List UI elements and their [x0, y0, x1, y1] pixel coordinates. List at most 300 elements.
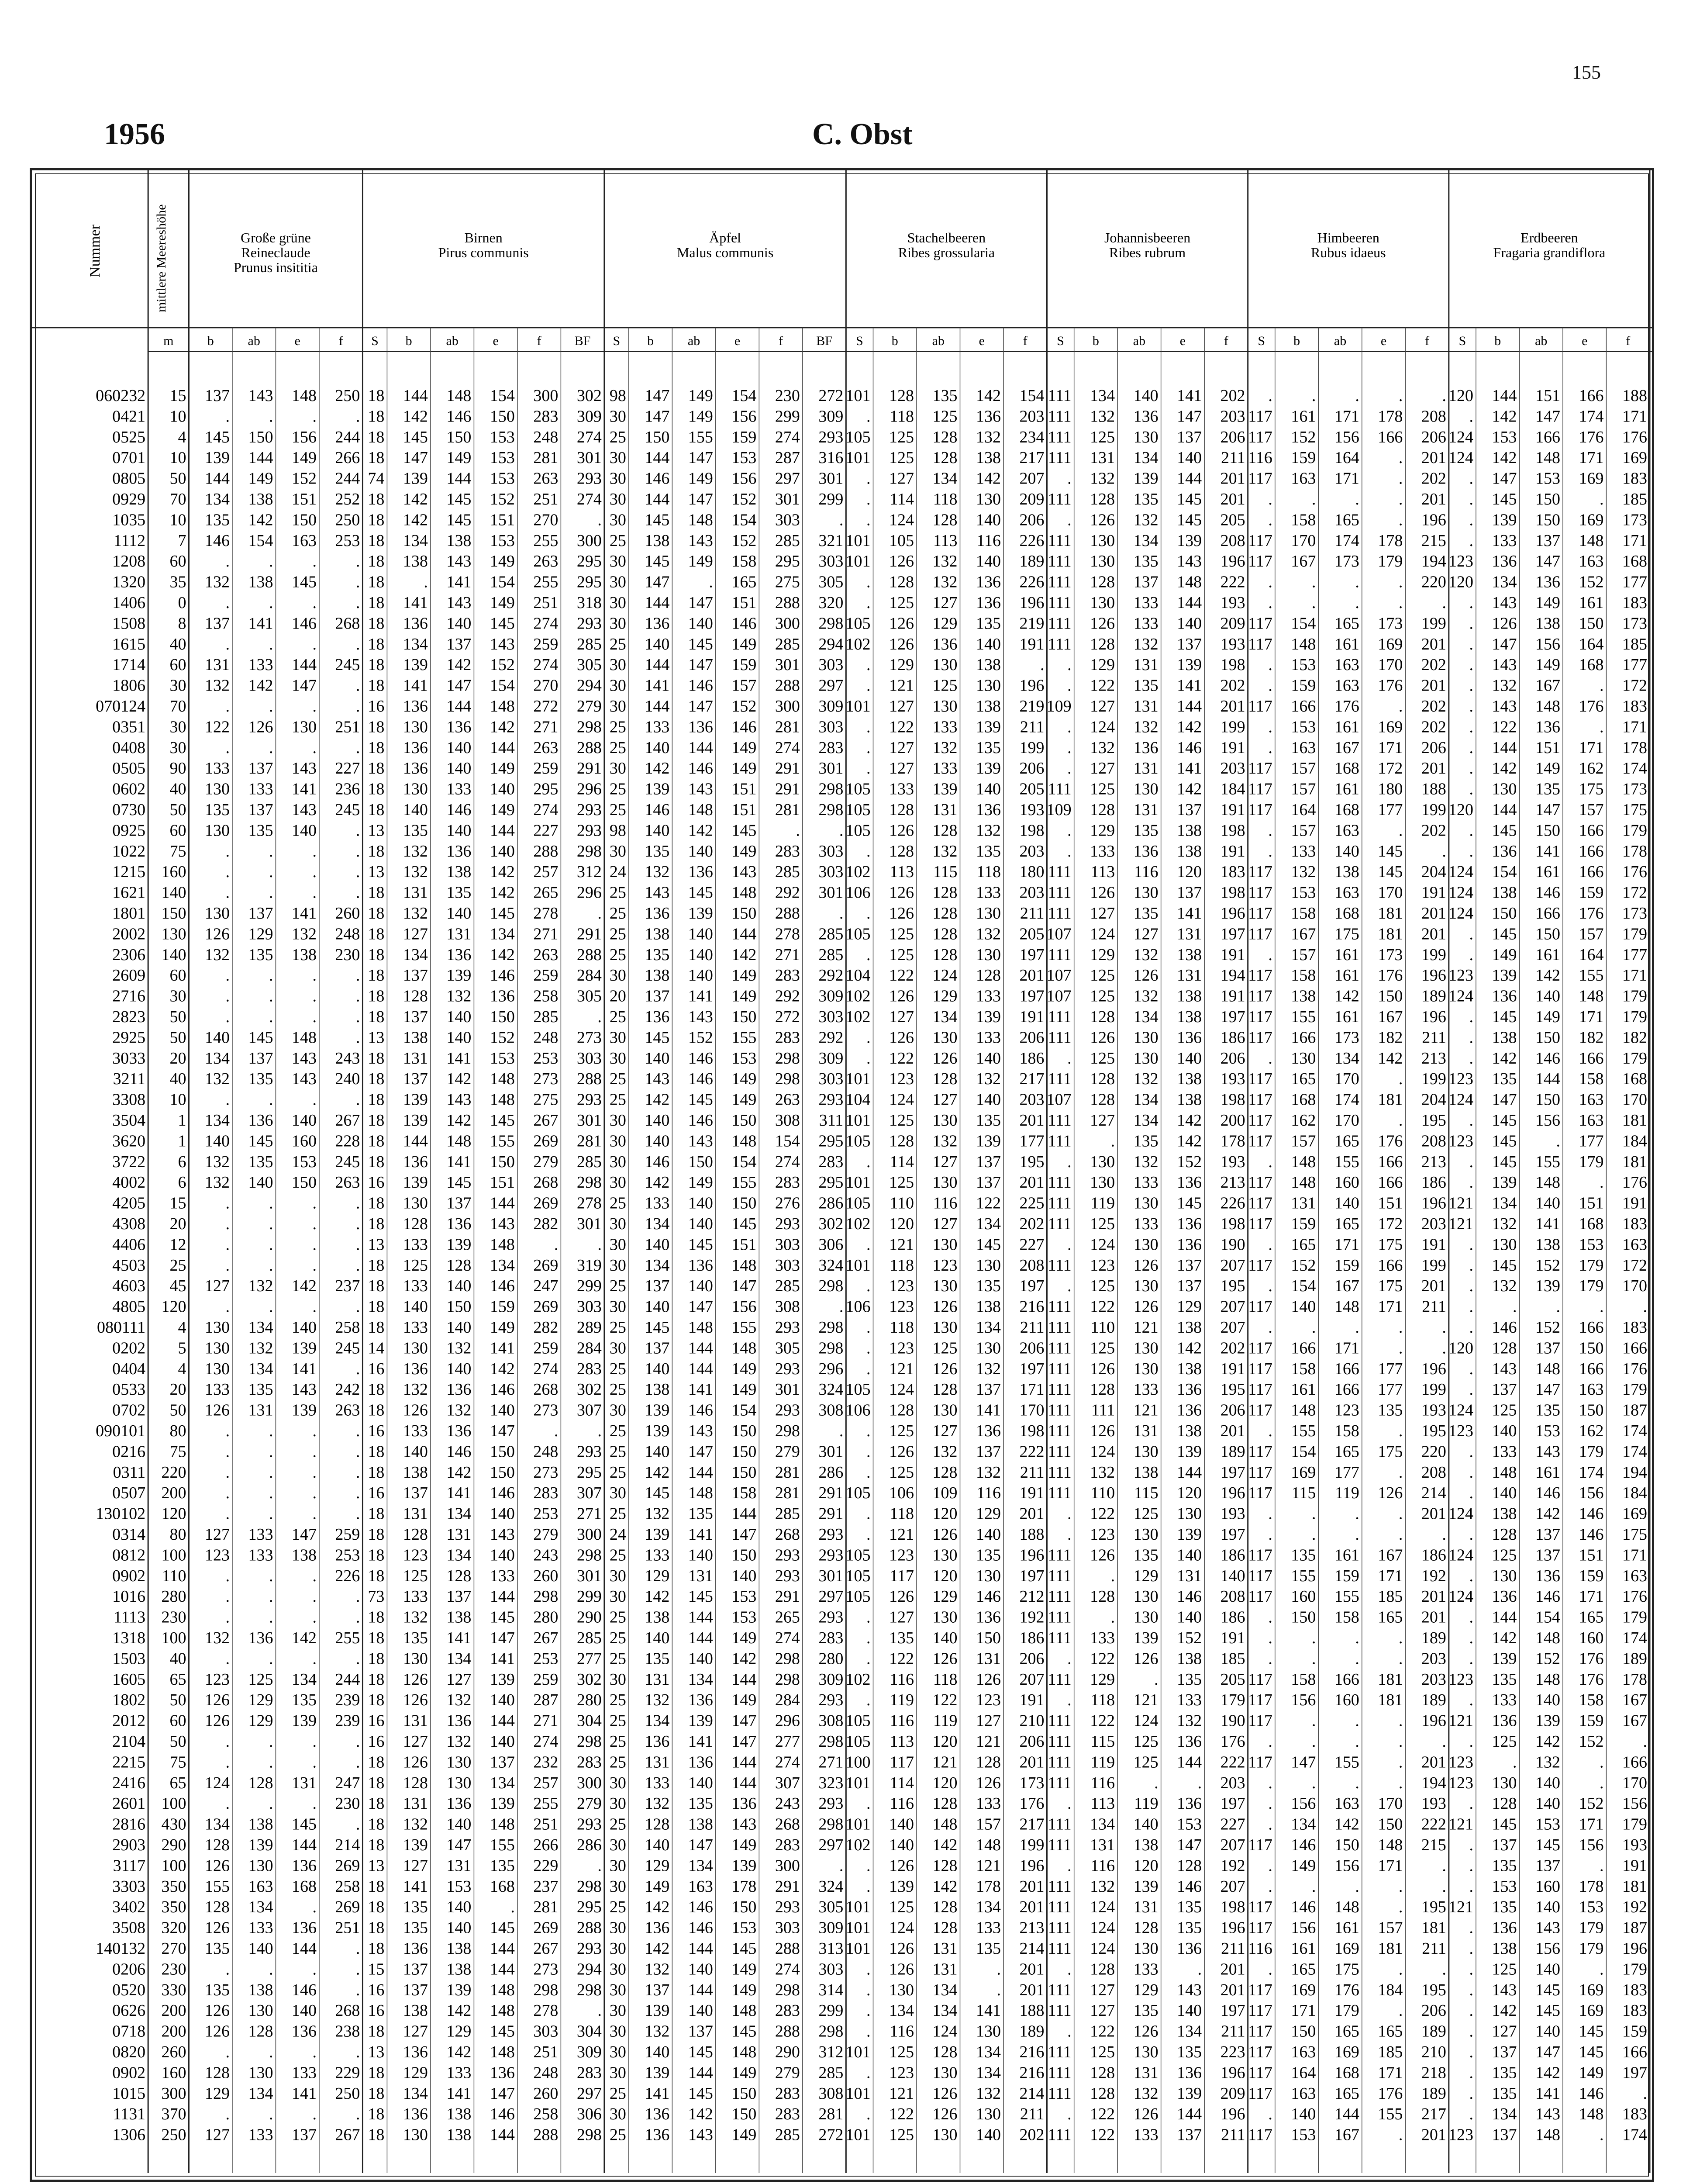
data-cell: 226 — [1019, 531, 1045, 550]
data-cell: 185 — [1622, 490, 1647, 508]
data-cell: 181 — [1378, 904, 1403, 923]
station-number: 0730 — [112, 801, 146, 819]
data-cell: 198 — [1019, 821, 1045, 840]
data-cell: 25 — [609, 1898, 626, 1917]
data-cell: 123 — [1448, 1422, 1474, 1440]
data-cell: 163 — [1334, 676, 1359, 695]
data-cell: 301 — [818, 1442, 844, 1461]
data-cell: 123 — [1090, 1525, 1115, 1544]
data-cell: 207 — [1220, 1318, 1245, 1337]
data-cell: . — [866, 1794, 871, 1813]
data-cell: 130 — [1133, 1525, 1158, 1544]
data-cell: . — [225, 1090, 230, 1109]
data-cell: 128 — [889, 387, 914, 405]
data-cell: 126 — [1090, 1359, 1115, 1378]
data-cell: 105 — [845, 1380, 871, 1399]
data-cell: 133 — [1492, 1442, 1517, 1461]
data-cell: 141 — [1177, 676, 1202, 695]
data-cell: 18 — [368, 573, 385, 591]
data-cell: 187 — [1622, 1918, 1647, 1937]
data-cell: 111 — [1048, 1773, 1072, 1792]
data-cell: 120 — [1448, 387, 1474, 405]
data-cell: 296 — [576, 780, 602, 798]
data-cell: 175 — [1579, 780, 1604, 798]
data-cell: 168 — [1622, 552, 1647, 571]
data-cell: 111 — [1048, 883, 1072, 902]
data-cell: . — [225, 552, 230, 571]
data-cell: . — [866, 904, 871, 923]
data-cell: 125 — [889, 1463, 914, 1482]
data-cell: 251 — [533, 490, 559, 508]
data-cell: 102 — [845, 987, 871, 1006]
station-number: 1015 — [112, 2084, 146, 2103]
data-cell: 132 — [645, 1504, 670, 1523]
data-cell: 307 — [775, 1773, 800, 1792]
data-cell: 196 — [1220, 1918, 1245, 1937]
data-cell: 153 — [446, 1877, 472, 1896]
data-cell: 143 — [688, 1008, 713, 1026]
data-cell: 13 — [368, 2043, 385, 2061]
station-number: 0701 — [112, 449, 146, 467]
data-cell: 143 — [490, 635, 515, 653]
data-cell: 137 — [1492, 2125, 1517, 2144]
data-cell: 117 — [1248, 1691, 1272, 1710]
data-cell: 141 — [976, 1401, 1001, 1420]
data-cell: 285 — [775, 2125, 800, 2144]
data-cell: 171 — [1622, 718, 1647, 736]
data-cell: 144 — [688, 1608, 713, 1627]
data-cell: 324 — [818, 1256, 844, 1275]
data-cell: 146 — [204, 531, 230, 550]
data-cell: 132 — [1133, 1152, 1158, 1171]
data-cell: 135 — [1133, 552, 1158, 571]
data-cell: 149 — [688, 552, 713, 571]
data-cell: 128 — [932, 821, 958, 840]
data-cell: . — [1398, 1629, 1403, 1647]
data-cell: 139 — [1177, 1442, 1202, 1461]
data-cell: 122 — [889, 1049, 914, 1068]
data-cell: 300 — [533, 387, 559, 405]
data-cell: 128 — [889, 1401, 914, 1420]
data-cell: 153 — [1535, 469, 1561, 488]
data-cell: 158 — [1291, 904, 1316, 923]
data-cell: . — [312, 1194, 317, 1213]
data-cell: 132 — [291, 925, 317, 943]
data-cell: 132 — [403, 1380, 428, 1399]
data-cell: 126 — [889, 1028, 914, 1047]
data-cell: 295 — [818, 1132, 844, 1151]
data-cell: 189 — [1421, 987, 1446, 1006]
station-number: 0805 — [112, 469, 146, 488]
group-name: Himbeeren — [1317, 230, 1379, 245]
station-number: 0314 — [112, 1525, 146, 1544]
data-cell: 117 — [1248, 2084, 1272, 2103]
data-cell: 293 — [818, 1090, 844, 1109]
data-cell: . — [1469, 407, 1474, 426]
data-cell: 124 — [1090, 925, 1115, 943]
data-cell: 145 — [1492, 1815, 1517, 1834]
data-cell: . — [1469, 490, 1474, 508]
data-cell: 120 — [1448, 801, 1474, 819]
station-number: 1615 — [112, 635, 146, 653]
data-cell: . — [1469, 1442, 1474, 1461]
altitude-value: 80 — [169, 1525, 186, 1544]
data-cell: 206 — [1421, 2001, 1446, 2020]
data-cell: 150 — [731, 1546, 757, 1565]
data-cell: 148 — [1291, 635, 1316, 653]
data-cell: . — [225, 1194, 230, 1213]
data-cell: 141 — [688, 1525, 713, 1544]
data-cell: 128 — [1090, 1960, 1115, 1979]
data-cell: 263 — [335, 1173, 360, 1192]
altitude-value: 20 — [169, 1049, 186, 1068]
data-cell: 147 — [688, 1442, 713, 1461]
data-cell: 101 — [845, 1111, 871, 1130]
station-number: 1320 — [112, 573, 146, 591]
data-cell: 120 — [932, 1504, 958, 1523]
data-cell: 122 — [1090, 2022, 1115, 2041]
data-cell: 130 — [976, 2022, 1001, 2041]
data-cell: 201 — [1421, 2125, 1446, 2144]
data-cell: 245 — [335, 1152, 360, 1171]
data-cell: 268 — [533, 1173, 559, 1192]
data-cell: 236 — [335, 780, 360, 798]
data-cell: 154 — [1291, 1277, 1316, 1296]
data-cell: 140 — [688, 925, 713, 943]
data-cell: 116 — [976, 531, 1001, 550]
data-cell: 137 — [403, 966, 428, 985]
data-cell: 189 — [1220, 1442, 1245, 1461]
data-cell: 18 — [368, 759, 385, 778]
data-cell: 196 — [1421, 511, 1446, 529]
subcolumn-header: f — [1626, 334, 1631, 348]
data-cell: 176 — [1622, 1359, 1647, 1378]
table-row — [112, 1960, 1647, 1978]
data-cell: 137 — [248, 801, 273, 819]
data-cell: 132 — [403, 1608, 428, 1627]
altitude-value: 230 — [161, 1960, 186, 1979]
data-cell: 117 — [1248, 1132, 1272, 1151]
data-cell: 111 — [1048, 1028, 1072, 1047]
data-cell: 156 — [1579, 1836, 1604, 1854]
data-cell: 122 — [976, 1194, 1001, 1213]
data-cell: 150 — [731, 1442, 757, 1461]
data-cell: 170 — [1378, 883, 1403, 902]
data-cell: 146 — [1291, 1898, 1316, 1917]
data-cell: 16 — [368, 1422, 385, 1440]
data-cell: 135 — [403, 821, 428, 840]
data-cell: 196 — [1421, 966, 1446, 985]
data-cell: 196 — [1421, 1008, 1446, 1026]
data-cell: 134 — [889, 2001, 914, 2020]
data-cell: 136 — [1492, 1918, 1517, 1937]
subcolumn-header: f — [779, 334, 783, 348]
data-cell: 126 — [932, 2084, 958, 2103]
data-cell: 166 — [1378, 1152, 1403, 1171]
data-cell: 118 — [890, 1504, 914, 1523]
data-cell: . — [225, 863, 230, 881]
data-cell: 318 — [576, 594, 602, 612]
data-cell: 135 — [688, 1794, 713, 1813]
data-cell: 128 — [645, 1815, 670, 1834]
data-cell: 139 — [291, 1339, 317, 1358]
data-cell: 286 — [576, 1836, 602, 1854]
altitude-value: 250 — [161, 2125, 186, 2144]
data-cell: 126 — [204, 1711, 230, 1730]
data-cell: 148 — [731, 2001, 757, 2020]
data-cell: 309 — [818, 987, 844, 1006]
data-cell: 134 — [976, 1318, 1001, 1337]
data-cell: 277 — [576, 1649, 602, 1668]
table-row — [112, 1691, 1647, 1709]
data-cell: 132 — [1133, 1070, 1158, 1089]
data-cell: . — [1067, 656, 1072, 674]
data-cell: 128 — [889, 573, 914, 591]
altitude-value: 15 — [169, 1194, 186, 1213]
data-cell: 116 — [890, 1670, 914, 1689]
data-cell: 213 — [1421, 1049, 1446, 1068]
data-cell: . — [269, 407, 273, 426]
data-cell: 111 — [1048, 1711, 1072, 1730]
data-cell: 243 — [335, 1049, 360, 1068]
data-cell: 134 — [1133, 1090, 1158, 1109]
data-cell: 283 — [775, 2001, 800, 2020]
data-cell: 203 — [1421, 1215, 1446, 1233]
data-cell: 138 — [1177, 1070, 1202, 1089]
data-cell: 136 — [645, 1008, 670, 1026]
data-cell: 127 — [446, 1670, 472, 1689]
data-cell: 111 — [1048, 387, 1072, 405]
data-cell: 111 — [1048, 552, 1072, 571]
data-cell: 150 — [1579, 1339, 1604, 1358]
data-cell: 132 — [976, 925, 1001, 943]
altitude-value: 50 — [169, 1028, 186, 1047]
data-cell: 25 — [609, 1008, 626, 1026]
data-cell: . — [1398, 1649, 1403, 1668]
data-cell: 150 — [490, 1008, 515, 1026]
altitude-value: 4 — [178, 428, 186, 446]
data-cell: 291 — [818, 1504, 844, 1523]
data-cell: 166 — [1579, 1318, 1604, 1337]
data-cell: 298 — [775, 1049, 800, 1068]
data-cell: 153 — [490, 449, 515, 467]
station-number: 0206 — [112, 1960, 146, 1979]
data-cell: 281 — [775, 718, 800, 736]
data-cell: 130 — [932, 2125, 958, 2144]
data-cell: 198 — [1220, 883, 1245, 902]
data-cell: 137 — [976, 1442, 1001, 1461]
data-cell: 125 — [1133, 1732, 1158, 1751]
data-cell: 137 — [1177, 1256, 1202, 1275]
data-cell: 123 — [1448, 1132, 1474, 1151]
data-cell: 298 — [576, 1173, 602, 1192]
table-row — [112, 1215, 1647, 1233]
data-cell: 136 — [403, 614, 428, 633]
data-cell: 136 — [291, 1856, 317, 1875]
data-cell: 196 — [1019, 676, 1045, 695]
data-cell: 139 — [645, 2001, 670, 2020]
data-cell: 146 — [688, 676, 713, 695]
data-cell: . — [1197, 1960, 1202, 1979]
data-cell: 153 — [490, 1049, 515, 1068]
data-cell: 139 — [1177, 2084, 1202, 2103]
data-cell: 125 — [1492, 1960, 1517, 1979]
data-cell: 134 — [1492, 2105, 1517, 2124]
data-cell: 283 — [818, 1629, 844, 1647]
data-cell: . — [1469, 1256, 1474, 1275]
data-cell: 105 — [845, 1484, 871, 1503]
table-row — [112, 1877, 1647, 1896]
data-cell: 143 — [1492, 1980, 1517, 1999]
data-cell: 142 — [490, 718, 515, 736]
data-cell: 130 — [1133, 2043, 1158, 2061]
data-cell: 138 — [976, 656, 1001, 674]
data-cell: 140 — [889, 1815, 914, 1834]
data-cell: 135 — [248, 1070, 273, 1089]
data-cell: 144 — [490, 2125, 515, 2144]
altitude-value: 160 — [161, 2063, 186, 2082]
altitude-value: 60 — [169, 966, 186, 985]
table-row — [112, 1629, 1647, 1647]
data-cell: 18 — [368, 1049, 385, 1068]
table-row — [112, 884, 1647, 902]
data-cell: 293 — [576, 801, 602, 819]
data-cell: . — [866, 718, 871, 736]
data-cell: 110 — [1090, 1318, 1115, 1337]
data-cell: . — [1469, 1836, 1474, 1854]
data-cell: 163 — [1334, 883, 1359, 902]
data-cell: 123 — [932, 1256, 958, 1275]
data-cell: 134 — [204, 1049, 230, 1068]
data-cell: 305 — [775, 1339, 800, 1358]
data-cell: 117 — [1248, 780, 1272, 798]
data-cell: . — [709, 573, 713, 591]
data-cell: 105 — [845, 1546, 871, 1565]
data-cell: 101 — [845, 697, 871, 715]
data-cell: 135 — [1133, 1132, 1158, 1151]
data-cell: 148 — [1535, 449, 1561, 467]
data-cell: 139 — [645, 780, 670, 798]
data-cell: . — [1469, 2022, 1474, 2041]
subcolumn-header: S — [613, 334, 621, 348]
data-cell: 131 — [1133, 1898, 1158, 1917]
data-cell: 136 — [403, 759, 428, 778]
data-cell: 148 — [490, 1070, 515, 1089]
data-cell: . — [1469, 676, 1474, 695]
data-cell: 291 — [775, 1587, 800, 1606]
data-cell: 152 — [1579, 1794, 1604, 1813]
station-number: 1208 — [112, 552, 146, 571]
data-cell: 128 — [976, 1753, 1001, 1772]
data-cell: . — [355, 573, 360, 591]
data-cell: 140 — [688, 1546, 713, 1565]
data-cell: 161 — [1291, 1939, 1316, 1958]
data-cell: 139 — [446, 966, 472, 985]
data-cell: 187 — [1622, 1401, 1647, 1420]
data-cell: 98 — [609, 821, 626, 840]
data-cell: . — [1469, 1525, 1474, 1544]
data-cell: 20 — [609, 987, 626, 1006]
table-row — [97, 1318, 1647, 1337]
data-cell: 293 — [775, 1215, 800, 1233]
data-cell: 140 — [1535, 1960, 1561, 1979]
data-cell: 150 — [1334, 1836, 1359, 1854]
data-cell: . — [866, 1277, 871, 1296]
data-cell: 281 — [775, 1484, 800, 1503]
data-cell: 128 — [932, 449, 958, 467]
data-cell: 193 — [1220, 594, 1245, 612]
station-number: 2601 — [112, 1794, 146, 1813]
data-cell: 30 — [609, 1794, 626, 1813]
data-cell: 298 — [533, 1587, 559, 1606]
data-cell: 30 — [609, 966, 626, 985]
data-cell: 148 — [1291, 1401, 1316, 1420]
data-cell: 135 — [1492, 1856, 1517, 1875]
data-cell: 105 — [845, 1194, 871, 1213]
data-cell: 142 — [1378, 1049, 1403, 1068]
table-row — [96, 1422, 1647, 1440]
data-cell: 125 — [889, 1422, 914, 1440]
data-cell: 137 — [204, 614, 230, 633]
data-cell: 30 — [609, 552, 626, 571]
station-number: 0311 — [113, 1463, 146, 1482]
data-cell: 144 — [1177, 1753, 1202, 1772]
data-cell: 109 — [1046, 697, 1072, 715]
data-cell: 292 — [818, 1028, 844, 1047]
data-cell: . — [1311, 573, 1316, 591]
data-cell: 117 — [1248, 2043, 1272, 2061]
data-cell: 123 — [889, 1297, 914, 1316]
data-cell: 176 — [1378, 1132, 1403, 1151]
data-cell: 143 — [1177, 1980, 1202, 1999]
data-cell: . — [866, 1504, 871, 1523]
data-cell: 142 — [688, 821, 713, 840]
data-cell: 137 — [976, 1173, 1001, 1192]
data-cell: 309 — [576, 2043, 602, 2061]
data-cell: 139 — [688, 1711, 713, 1730]
data-cell: 179 — [1622, 1008, 1647, 1026]
data-cell: 150 — [291, 1173, 317, 1192]
data-cell: 143 — [688, 1422, 713, 1440]
altitude-value: 260 — [161, 2043, 186, 2061]
data-cell: 209 — [1019, 490, 1045, 508]
data-cell: 132 — [976, 1359, 1001, 1378]
altitude-value: 20 — [169, 1380, 186, 1399]
data-cell: 196 — [1622, 1939, 1647, 1958]
data-cell: 153 — [1535, 1422, 1561, 1440]
data-cell: 181 — [1622, 1111, 1647, 1130]
data-cell: . — [1469, 842, 1474, 860]
data-cell: 18 — [368, 2063, 385, 2082]
data-cell: 125 — [889, 594, 914, 612]
data-cell: 291 — [818, 1484, 844, 1503]
data-cell: 165 — [731, 573, 757, 591]
data-cell: . — [312, 2105, 317, 2124]
data-cell: 157 — [1291, 1132, 1316, 1151]
data-cell: 135 — [976, 1939, 1001, 1958]
data-cell: . — [1398, 1898, 1403, 1917]
data-cell: 146 — [490, 1277, 515, 1296]
data-cell: 159 — [1579, 883, 1604, 902]
data-cell: 308 — [775, 1111, 800, 1130]
data-cell: 144 — [645, 449, 670, 467]
data-cell: 126 — [932, 1359, 958, 1378]
data-cell: 131 — [204, 656, 230, 674]
data-cell: . — [1355, 1525, 1359, 1544]
data-cell: 136 — [1133, 842, 1158, 860]
data-cell: . — [312, 635, 317, 653]
data-cell: 124 — [1448, 1401, 1474, 1420]
